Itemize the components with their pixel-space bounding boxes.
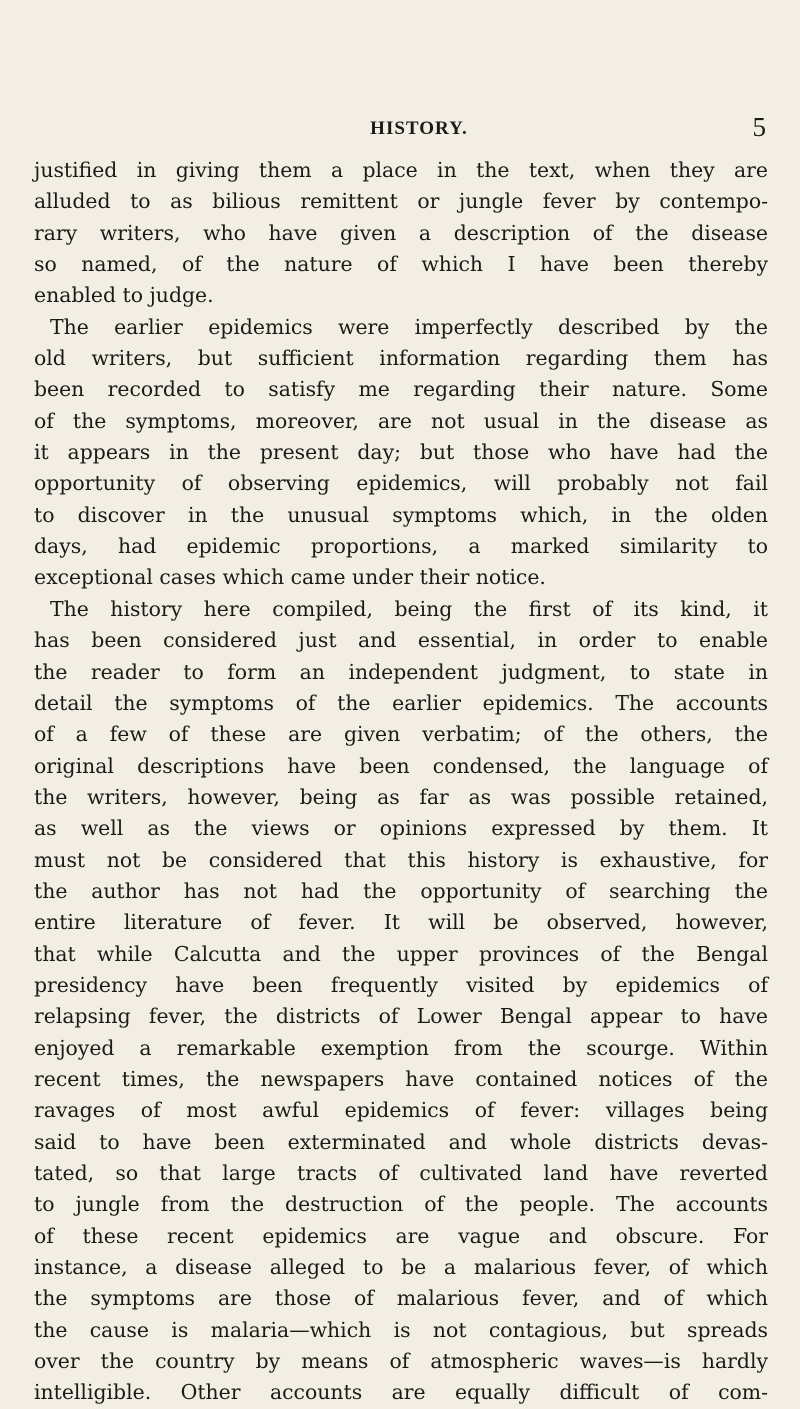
page-header xyxy=(34,112,768,148)
text-line: intelligible. Other accounts are equally difficult of com- xyxy=(34,1380,768,1405)
text-line: old writers, but sufficient information regarding them has xyxy=(34,346,768,371)
text-line: said to have been exterminated and whole districts devas- xyxy=(34,1129,768,1154)
text-line: the writers, however, being as far as was possible retained, xyxy=(34,784,768,809)
text-line: enabled to judge. xyxy=(34,283,214,308)
text-line: to jungle from the destruction of the people. The accounts xyxy=(34,1192,768,1217)
text-line: rary writers, who have given a description of the disease xyxy=(34,220,768,245)
text-line: the cause is malaria—which is not contagious, but spreads xyxy=(34,1317,768,1342)
text-line: days, had epidemic proportions, a marked similarity to xyxy=(34,534,768,559)
text-line: the author has not had the opportunity of searching the xyxy=(34,878,768,903)
running-title: HISTORY. xyxy=(370,118,468,139)
text-line: justified in giving them a place in the text, when they are xyxy=(34,158,768,182)
text-line: presidency have been frequently visited by epidemics of xyxy=(34,972,768,997)
text-line: ravages of most awful epidemics of fever: villages being xyxy=(34,1098,768,1123)
text-line: original descriptions have been condensed, the language of xyxy=(34,753,768,778)
text-line: exceptional cases which came under their notice. xyxy=(34,565,546,590)
text-line: The history here compiled, being the first of its kind, it xyxy=(50,596,768,621)
text-line: the symptoms are those of malarious fever, and of which xyxy=(34,1286,768,1311)
text-line: so named, of the nature of which I have been thereby xyxy=(34,252,768,277)
text-line: has been considered just and essential, in order to enable xyxy=(34,628,768,653)
text-line: to discover in the unusual symptoms which, in the olden xyxy=(34,502,768,527)
text-line: instance, a disease alleged to be a malarious fever, of which xyxy=(34,1255,768,1280)
text-line: of a few of these are given verbatim; of the others, the xyxy=(34,722,768,747)
text-line: detail the symptoms of the earlier epidemics. The accounts xyxy=(34,690,768,715)
text-line: opportunity of observing epidemics, will probably not fail xyxy=(34,471,768,496)
text-line: alluded to as bilious remittent or jungle fever by contempo- xyxy=(34,189,768,214)
text-line: recent times, the newspapers have contained notices of the xyxy=(34,1066,768,1091)
text-line: over the country by means of atmospheric waves—is hardly xyxy=(34,1349,768,1374)
text-line: that while Calcutta and the upper provinces of the Bengal xyxy=(34,941,768,966)
text-line: relapsing fever, the districts of Lower Bengal appear to have xyxy=(34,1004,768,1029)
text-line: entire literature of fever. It will be observed, however, xyxy=(34,910,768,935)
text-line: it appears in the present day; but those who have had the xyxy=(34,440,768,465)
text-line: must not be considered that this history is exhaustive, for xyxy=(34,847,768,872)
text-line: been recorded to satisfy me regarding their nature. Some xyxy=(34,377,768,402)
text-line: enjoyed a remarkable exemption from the scourge. Within xyxy=(34,1035,768,1060)
text-line: The earlier epidemics were imperfectly described by the xyxy=(50,314,768,339)
text-line: the reader to form an independent judgment, to state in xyxy=(34,659,768,684)
text-line: as well as the views or opinions expressed by them. It xyxy=(34,816,768,841)
text-line: of the symptoms, moreover, are not usual in the disease as xyxy=(34,408,768,433)
body-text xyxy=(34,155,768,1409)
page-number: 5 xyxy=(752,112,766,142)
text-line: of these recent epidemics are vague and obscure. For xyxy=(34,1223,768,1248)
text-line: tated, so that large tracts of cultivated land have reverted xyxy=(34,1161,768,1185)
